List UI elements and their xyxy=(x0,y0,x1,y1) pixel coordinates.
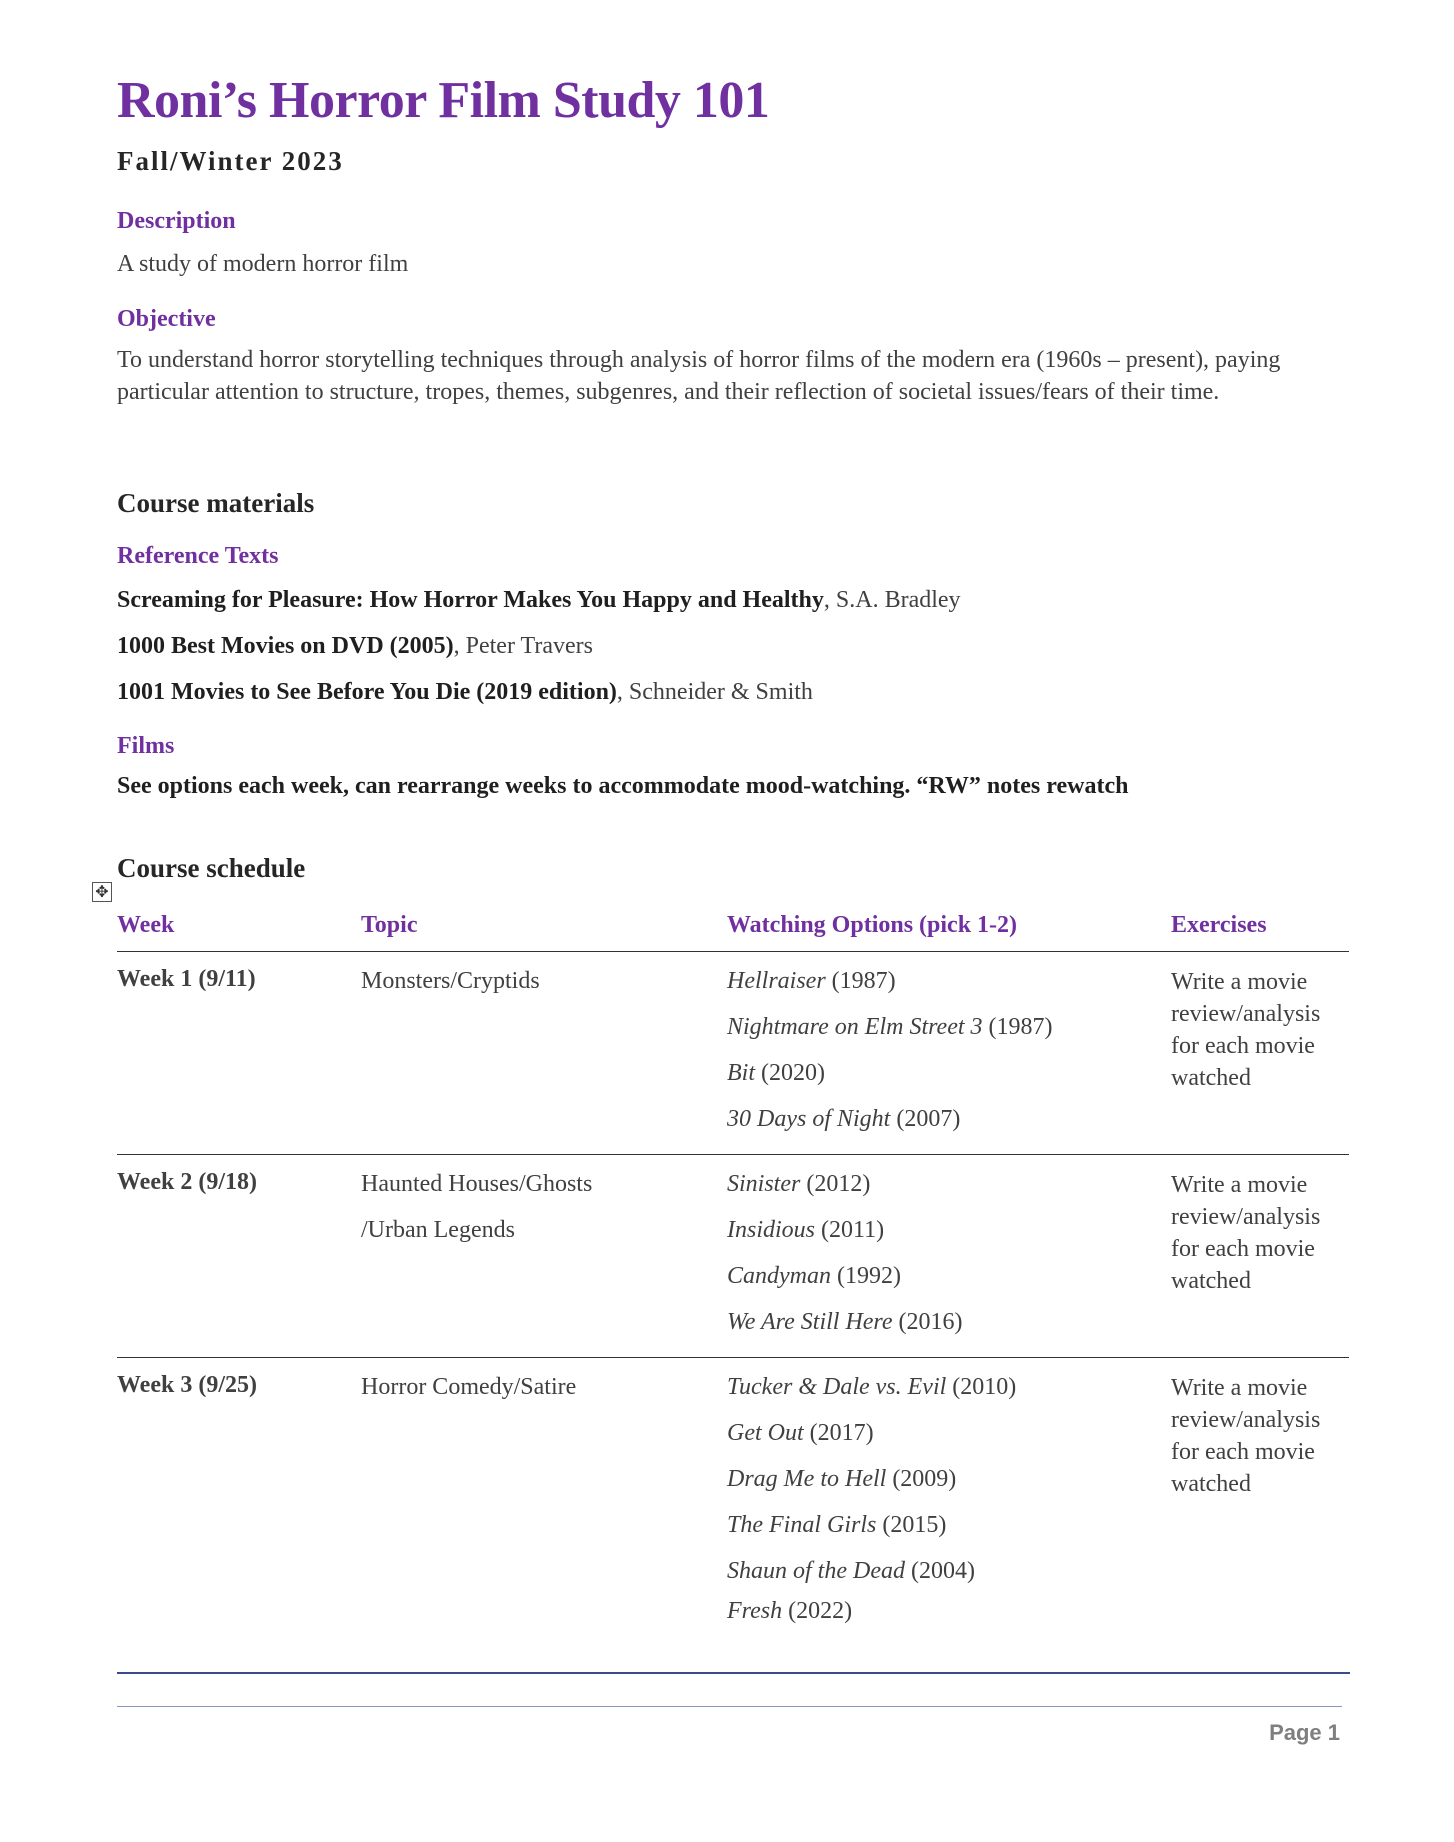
exercise-cell: Write a movie review/analysis for each movie watched xyxy=(1171,1155,1349,1358)
reference-title: Screaming for Pleasure: How Horror Makes You Happy and Healthy xyxy=(117,587,824,613)
schedule-table xyxy=(117,904,1349,1640)
footer-divider xyxy=(117,1672,1350,1674)
move-handle-icon[interactable]: ✥ xyxy=(92,882,112,902)
reference-texts-heading: Reference Texts xyxy=(117,543,279,569)
film-year: (2007) xyxy=(890,1106,961,1132)
table-row xyxy=(117,952,1349,1155)
column-header-week: Week xyxy=(117,904,361,952)
film-year: (1987) xyxy=(982,1014,1053,1040)
reference-title: 1001 Movies to See Before You Die (2019 edition) xyxy=(117,679,617,705)
document-subtitle: Fall/Winter 2023 xyxy=(117,146,344,176)
film-title: 30 Days of Night xyxy=(727,1106,891,1132)
film-year: (2016) xyxy=(892,1309,963,1335)
objective-text: To understand horror storytelling techniques through analysis of horror films of the modern era (1960s – present), paying particular attention to structure, tropes, themes, subgenres, and their reflection of societal issues/fears of their time. xyxy=(117,347,1281,405)
reference-item xyxy=(117,587,961,614)
week-cell: Week 1 (9/11) xyxy=(117,952,361,1155)
reference-item xyxy=(117,679,813,706)
film-item xyxy=(727,1004,1171,1050)
topic-cell xyxy=(361,1358,727,1641)
films-cell xyxy=(727,952,1171,1155)
films-heading: Films xyxy=(117,733,175,759)
topic-cell xyxy=(361,952,727,1155)
film-year: (2020) xyxy=(755,1060,825,1086)
exercise-cell: Write a movie review/analysis for each movie watched xyxy=(1171,952,1349,1155)
film-year: (2004) xyxy=(904,1558,975,1584)
film-year: (2022) xyxy=(782,1598,853,1624)
exercise-cell: Write a movie review/analysis for each movie watched xyxy=(1171,1375,1321,1497)
column-header-topic: Topic xyxy=(361,904,727,952)
column-header-exercises: Exercises xyxy=(1171,904,1349,952)
film-year: (2017) xyxy=(803,1420,874,1446)
films-cell xyxy=(727,1358,1171,1641)
objective-heading: Objective xyxy=(117,306,216,332)
film-title: Nightmare on Elm Street 3 xyxy=(727,1014,983,1040)
film-title: Tucker & Dale vs. Evil xyxy=(727,1374,947,1400)
film-item xyxy=(727,1161,1171,1207)
film-title: Shaun of the Dead xyxy=(727,1558,905,1584)
topic-line: Monsters/Cryptids xyxy=(361,968,540,994)
film-title: The Final Girls xyxy=(727,1512,877,1538)
reference-author: , S.A. Bradley xyxy=(823,587,961,613)
week-cell: Week 2 (9/18) xyxy=(117,1155,361,1358)
document-title: Roni’s Horror Film Study 101 xyxy=(117,72,770,129)
film-item xyxy=(727,1594,1171,1628)
film-item xyxy=(727,1299,1171,1345)
film-title: Drag Me to Hell xyxy=(727,1466,887,1492)
film-year: (2015) xyxy=(876,1512,947,1538)
films-cell xyxy=(727,1155,1171,1358)
film-title: Candyman xyxy=(727,1263,831,1289)
topic-cell xyxy=(361,1155,727,1358)
film-item xyxy=(727,1548,1171,1594)
table-row xyxy=(117,1358,1349,1641)
topic-line: Horror Comedy/Satire xyxy=(361,1374,577,1400)
film-title: Sinister xyxy=(727,1171,801,1197)
films-note: See options each week, can rearrange weeks to accommodate mood-watching. “RW” notes rewatch xyxy=(117,773,1129,799)
reference-title: 1000 Best Movies on DVD (2005) xyxy=(117,633,454,659)
film-title: Insidious xyxy=(727,1217,816,1243)
film-item xyxy=(727,1207,1171,1253)
table-row xyxy=(117,1155,1349,1358)
film-year: (2011) xyxy=(815,1217,885,1243)
film-item xyxy=(727,1050,1171,1096)
week-cell: Week 3 (9/25) xyxy=(117,1372,257,1398)
reference-author: , Peter Travers xyxy=(453,633,593,659)
film-item xyxy=(727,1410,1171,1456)
film-year: (1987) xyxy=(825,968,896,994)
reference-item xyxy=(117,633,593,660)
footer-divider xyxy=(117,1706,1342,1707)
film-item xyxy=(727,1253,1171,1299)
film-item xyxy=(727,1096,1171,1142)
film-year: (1992) xyxy=(831,1263,901,1289)
course-schedule-heading: Course schedule xyxy=(117,853,306,883)
topic-line: Haunted Houses/Ghosts xyxy=(361,1171,593,1197)
schedule-header-row xyxy=(117,904,1349,952)
film-year: (2010) xyxy=(946,1374,1017,1400)
film-title: Get Out xyxy=(727,1420,804,1446)
film-title: Hellraiser xyxy=(727,968,826,994)
film-item xyxy=(727,1364,1171,1410)
reference-author: , Schneider & Smith xyxy=(616,679,813,705)
film-item xyxy=(727,958,1171,1004)
course-materials-heading: Course materials xyxy=(117,488,315,518)
film-title: Bit xyxy=(727,1060,755,1086)
film-year: (2009) xyxy=(886,1466,957,1492)
film-title: Fresh xyxy=(727,1598,783,1624)
film-year: (2012) xyxy=(800,1171,871,1197)
description-heading: Description xyxy=(117,208,236,234)
film-item xyxy=(727,1456,1171,1502)
film-item xyxy=(727,1502,1171,1548)
description-text: A study of modern horror film xyxy=(117,251,409,277)
page-number: Page 1 xyxy=(1269,1720,1340,1745)
film-title: We Are Still Here xyxy=(727,1309,893,1335)
column-header-watching-options: Watching Options (pick 1-2) xyxy=(727,904,1171,952)
topic-line: /Urban Legends xyxy=(361,1217,515,1243)
